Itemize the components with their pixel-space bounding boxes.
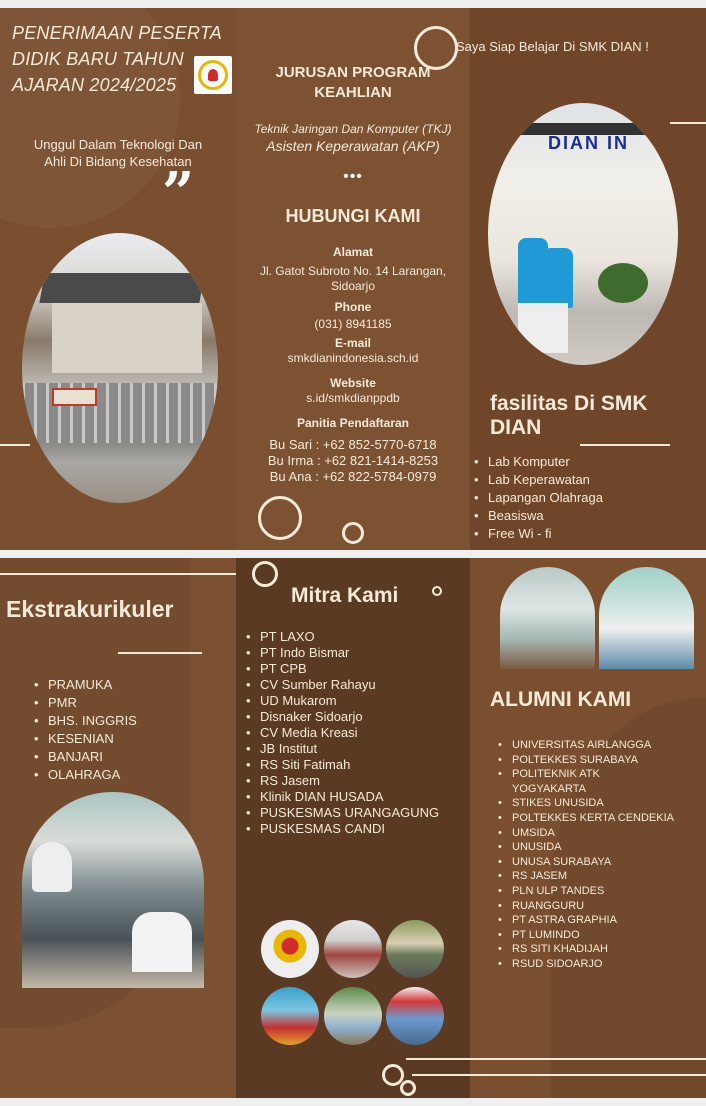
email-value[interactable]: smkdianindonesia.sch.id (287, 351, 419, 365)
list-item: • PLN ULP TANDES (498, 884, 698, 899)
decor-circle-small (400, 1080, 416, 1096)
decor-circle-small (342, 522, 364, 544)
list-item: • OLAHRAGA (34, 766, 137, 784)
list-item: • RUANGGURU (498, 899, 698, 914)
decor-circle-top (414, 26, 458, 70)
list-item: • PT CPB (246, 661, 439, 677)
list-item: • Lapangan Olahraga (474, 489, 603, 507)
nursing-practice-photo (500, 567, 595, 669)
list-item: • PT LUMINDO (498, 928, 698, 943)
contact-block: Alamat Jl. Gatot Subroto No. 14 Larangan, Sidoarjo Phone (031) 8941185 E-mail smkdianindonesia.sch.id Website s.id/smkdianppdb Panitia Pendaftaran Bu Sari : +62 852-5770-6718 Bu Irma : +62 821-1414-8253 Bu Ana : +62 822-5784-0979 (236, 245, 470, 485)
list-item: • RS JASEM (498, 869, 698, 884)
quote-icon: ” (162, 160, 195, 226)
list-item: • RS Jasem (246, 773, 439, 789)
list-item: • JB Institut (246, 741, 439, 757)
committee-irma: Bu Irma : +62 821-1414-8253 (267, 453, 439, 468)
list-item: • POLTEKKES KERTA CENDEKIA (498, 811, 698, 826)
gallery-photo (261, 920, 319, 978)
list-item: • PT ASTRA GRAPHIA (498, 913, 698, 928)
phone-label: Phone (334, 300, 372, 314)
list-item: • PT LAXO (246, 629, 439, 645)
panel-left-back (0, 558, 236, 1098)
panel-left (0, 8, 236, 550)
decor-circle-small (432, 586, 442, 596)
list-item: • BANJARI (34, 748, 137, 766)
school-building-photo (22, 233, 218, 503)
list-item: • BHS. INGGRIS (34, 712, 137, 730)
gallery-photo (386, 920, 444, 978)
list-item: • POLTEKKES SURABAYA (498, 753, 698, 768)
list-item: • Beasiswa (474, 507, 603, 525)
list-item: • UNUSIDA (498, 840, 698, 855)
panel-center-back (236, 558, 470, 1098)
list-item: • PT Indo Bismar (246, 645, 439, 661)
panel-right (456, 8, 706, 550)
list-item: • Lab Komputer (474, 453, 603, 471)
slogan: Saya Siap Belajar Di SMK DIAN ! (456, 39, 649, 54)
decor-circle (252, 561, 278, 587)
list-item: • CV Media Kreasi (246, 725, 439, 741)
address-label: Alamat (332, 245, 373, 259)
list-item: • Free Wi - fi (474, 525, 603, 543)
students-photo: DIAN IN (488, 103, 678, 365)
email-label: E-mail (334, 336, 371, 350)
partners-list (246, 629, 439, 837)
school-logo (194, 56, 232, 94)
panel-right-back (470, 558, 706, 1098)
list-item: • PRAMUKA (34, 676, 137, 694)
list-item: • POLITEKNIK ATK YOGYAKARTA (498, 767, 618, 796)
program-tkj: Teknik Jaringan Dan Komputer (TKJ) (254, 122, 452, 136)
website-value[interactable]: s.id/smkdianppdb (306, 391, 400, 405)
brochure-front (0, 8, 706, 550)
list-item: • RS SITI KHADIJAH (498, 942, 698, 957)
facilities-list (474, 453, 603, 543)
brochure-back (0, 558, 706, 1098)
arrow-right-icon (580, 444, 670, 446)
decor-circle (258, 496, 302, 540)
gallery-photo (324, 920, 382, 978)
list-item: • RSUD SIDOARJO (498, 957, 698, 972)
program-akp: Asisten Keperawatan (AKP) (266, 138, 440, 154)
lab-class-photo (599, 567, 694, 669)
list-item: • KESENIAN (34, 730, 137, 748)
list-item: • STIKES UNUSIDA (498, 796, 698, 811)
committee-sari: Bu Sari : +62 852-5770-6718 (269, 437, 437, 452)
committee-label: Panitia Pendaftaran (296, 416, 410, 430)
extracurricular-heading: Ekstrakurikuler (6, 596, 174, 622)
list-item: • Lab Keperawatan (474, 471, 603, 489)
list-item: • PUSKESMAS URANGAGUNG (246, 805, 439, 821)
phone-value: (031) 8941185 (314, 317, 392, 331)
program-heading: JURUSAN PROGRAM KEAHLIAN (275, 64, 431, 101)
gallery-photo (386, 987, 444, 1045)
arrow-right-icon (118, 652, 202, 654)
list-item: • CV Sumber Rahayu (246, 677, 439, 693)
committee-ana: Bu Ana : +62 822-5784-0979 (269, 469, 437, 484)
dots-divider: ••• (343, 168, 363, 185)
computer-lab-photo (22, 792, 204, 988)
gallery-photo (261, 987, 319, 1045)
contact-heading: HUBUNGI KAMI (285, 206, 421, 226)
list-item: • UNIVERSITAS AIRLANGGA (498, 738, 698, 753)
alumni-heading: ALUMNI KAMI (490, 688, 632, 711)
list-item: • PMR (34, 694, 137, 712)
website-label: Website (330, 376, 376, 390)
tagline: Unggul Dalam Teknologi Dan Ahli Di Bidang Kesehatan (33, 137, 203, 169)
partners-heading: Mitra Kami (291, 584, 399, 607)
address-value: Jl. Gatot Subroto No. 14 Larangan, (259, 264, 447, 278)
extracurricular-list (34, 676, 137, 784)
list-item: • UMSIDA (498, 826, 698, 841)
list-item: • Disnaker Sidoarjo (246, 709, 439, 725)
list-item: • PUSKESMAS CANDI (246, 821, 439, 837)
gallery-photo (324, 987, 382, 1045)
alumni-list (498, 738, 698, 972)
list-item: • RS Siti Fatimah (246, 757, 439, 773)
facilities-heading: fasilitas Di SMK DIAN (490, 392, 648, 439)
list-item: • UD Mukarom (246, 693, 439, 709)
list-item: • UNUSA SURABAYA (498, 855, 698, 870)
admission-title: PENERIMAAN PESERTA DIDIK BARU TAHUN AJARAN 2024/2025 (12, 23, 222, 95)
list-item: • Klinik DIAN HUSADA (246, 789, 439, 805)
panel-center (236, 8, 470, 550)
committee-list (236, 437, 470, 485)
program-list (236, 122, 470, 155)
